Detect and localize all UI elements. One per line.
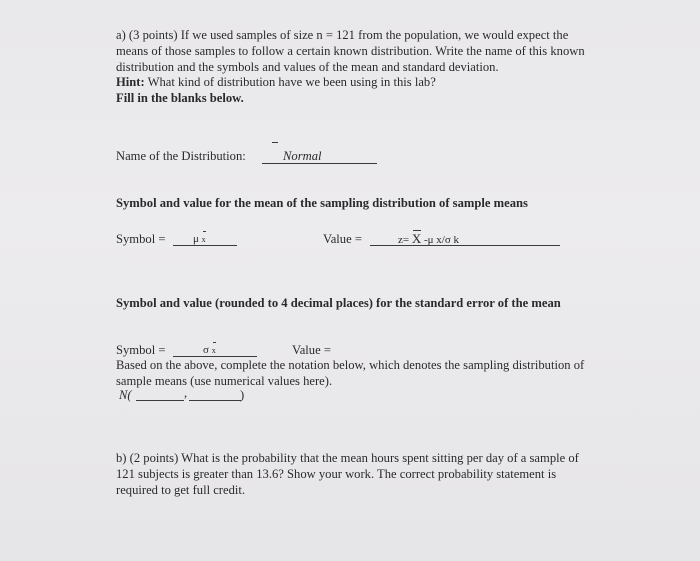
distribution-name-blank xyxy=(262,163,377,164)
notation-comma: , xyxy=(184,386,188,400)
notation-instruction: Based on the above, complete the notation below, which denotes the sampling distribution of sample means (use numerical values here). xyxy=(116,358,585,388)
hint-label: Hint: xyxy=(116,75,145,90)
standard-error-heading: Symbol and value (rounded to 4 decimal places) for the standard error of the mean xyxy=(116,296,561,310)
distribution-name-row xyxy=(116,149,246,165)
distribution-overbar xyxy=(272,142,278,143)
se-xbar-subscript: x xyxy=(212,343,216,359)
normal-notation-open: N( xyxy=(119,388,132,402)
mean-value-label: Value = xyxy=(323,232,362,246)
part-a-question-text: a) (3 points) If we used samples of size n = 121 from the population, we would expect the means of those samples to follow a certain known distribution. Write the name of this known distribution and the symbols and values of the mean and standard deviation. xyxy=(116,28,585,74)
se-value-label: Value = xyxy=(292,343,331,357)
mean-symbol-label: Symbol = xyxy=(116,232,166,246)
z-formula-right: -μ x/σ k xyxy=(423,234,460,246)
se-symbol-label: Symbol = xyxy=(116,343,166,357)
hint-text: What kind of distribution have we been using in this lab? xyxy=(147,75,436,90)
mean-section-heading: Symbol and value for the mean of the sampling distribution of sample means xyxy=(116,196,528,210)
mean-symbol-answer[interactable] xyxy=(193,232,206,248)
distribution-name-answer[interactable]: Normal xyxy=(283,149,322,163)
part-b-question: b) (2 points) What is the probability that the mean hours spent sitting per day of a sample of 121 subjects is greater than 13.6? Show your work. The correct probability statement is required to get full credit. xyxy=(116,451,579,497)
normal-notation-close: ) xyxy=(240,388,245,402)
se-symbol-answer[interactable] xyxy=(203,343,216,359)
part-a-question xyxy=(116,28,586,107)
mean-value-answer[interactable] xyxy=(398,231,459,249)
notation-mean-blank[interactable] xyxy=(136,400,184,401)
notation-sd-blank[interactable] xyxy=(189,400,241,401)
fill-blanks-instruction: Fill in the blanks below. xyxy=(116,91,244,106)
xbar-symbol: X xyxy=(411,231,422,246)
xbar-subscript: x xyxy=(202,232,206,248)
sigma-symbol: σ xyxy=(203,344,209,356)
distribution-name-label: Name of the Distribution: xyxy=(116,149,246,163)
z-formula-left: z= xyxy=(398,234,410,246)
mu-symbol: μ xyxy=(193,233,199,245)
